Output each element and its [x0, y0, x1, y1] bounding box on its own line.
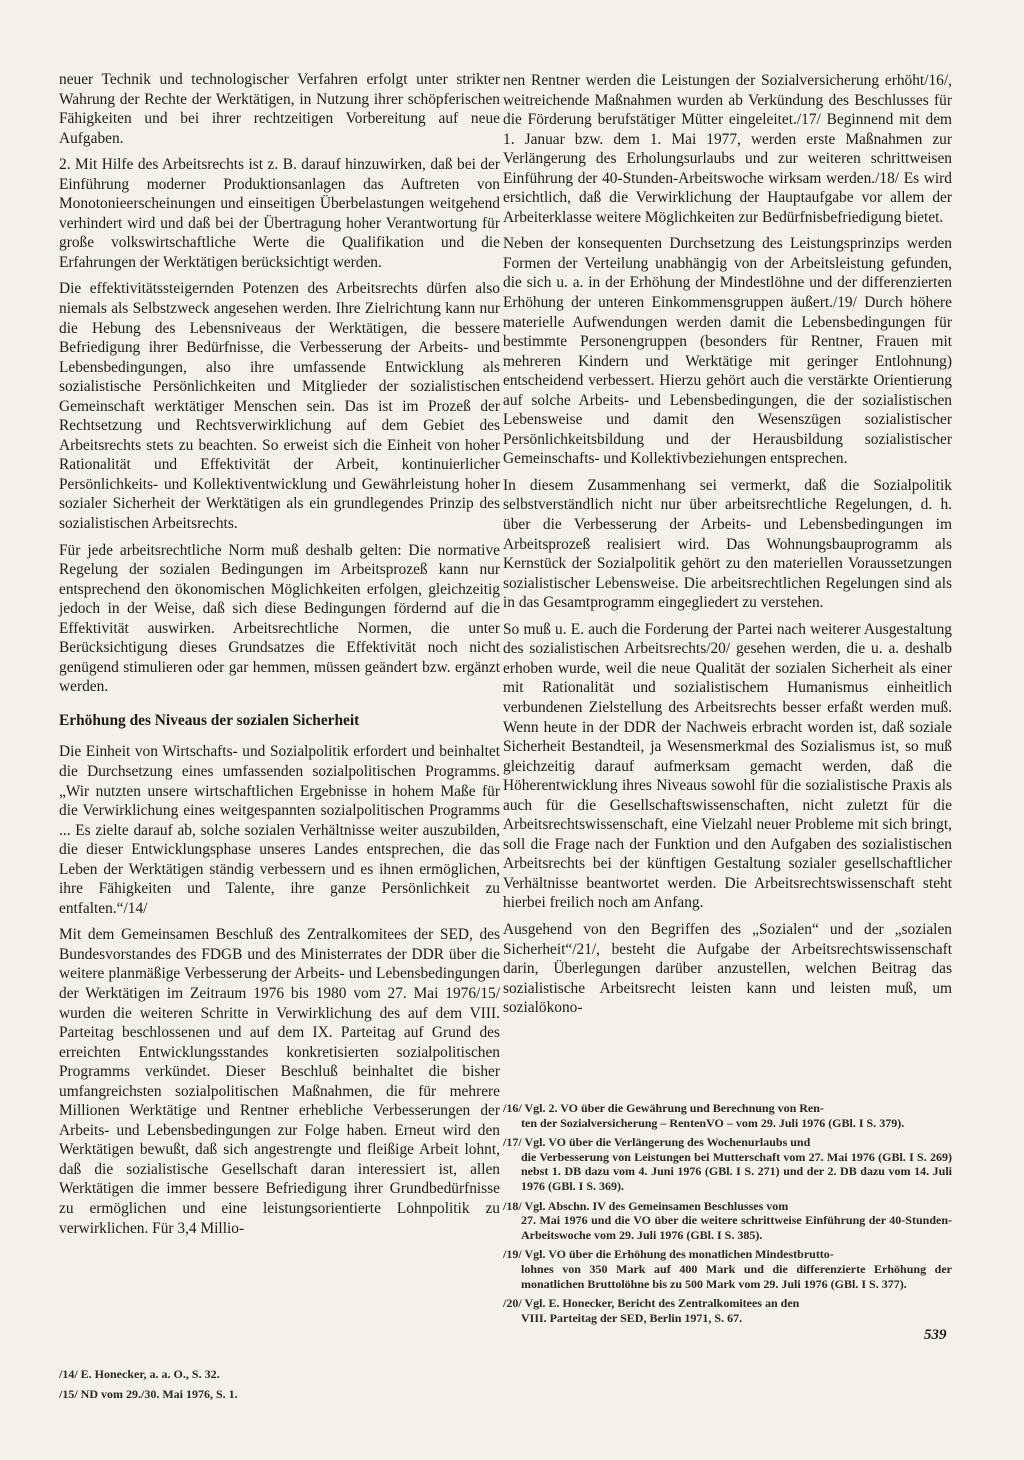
left-footnotes: [59, 1367, 500, 1406]
paragraph: Mit dem Gemeinsamen Beschluß des Zentralkomitees der SED, des Bundesvorstandes des FDGB und des Ministerrates der DDR über die weitere planmäßige Verbesserung der Arbeits- und Lebensbedingungen der Werktätigen im Zeitraum 1976 bis 1980 vom 27. Mai 1976/15/ wurden die weiteren Schritte in Verwirklichung des auf dem VIII. Parteitag beschlossenen und auf dem IX. Parteitag auf Grund des erreichten Entwicklungsstandes konkretisierten sozialpolitischen Programms verkündet. Dieser Beschluß beinhaltet die bisher umfangreichsten sozialpolitischen Maßnahmen, die für mehrere Millionen Werktätige und Rentner erhebliche Verbesserungen der Arbeits- und Lebensbedingungen zur Folge haben. Erneut wird den Werktätigen bewußt, daß sich angestrengte und fleißige Arbeit lohnt, daß die sozialistische Gesellschaft daran interessiert ist, allen Werktätigen die immer bessere Befriedigung ihrer Grundbedürfnisse zu ermöglichen und eine leistungsorientierte Lohnpolitik zu verwirklichen. Für 3,4 Millio-: [59, 926, 500, 1237]
right-column: [503, 71, 952, 1025]
page-number: 539: [924, 1327, 947, 1343]
paragraph: Die Einheit von Wirtschafts- und Sozialpolitik erfordert und beinhaltet die Durchsetzung eines umfassenden sozialpolitischen Programms. „Wir nutzten unsere wirtschaftlichen Ergebnisse in hohem Maße für die Verwirklichung eines weitgespannten sozialpolitischen Programms ... Es zielte darauf ab, solche sozialen Verhältnisse weiter auszubilden, die dieser Entwicklungsphase unseres Landes entsprechen, die das Leben der Werktätigen ständig verbessern und es ihnen ermöglichen, ihre Fähigkeiten und Talente, ihre ganze Persönlichkeit zu entfalten.“/14/: [59, 743, 500, 917]
section-heading: Erhöhung des Niveaus der sozialen Sicherheit: [59, 711, 360, 729]
paragraph: neuer Technik und technologischer Verfahren erfolgt unter strikter Wahrung der Rechte der Werktätigen, in Nutzung ihrer schöpferischen Fähigkeiten und bei ihrer rechtzeitigen Vorbereitung auf neue Aufgaben.: [59, 71, 500, 147]
footnote-continuation: 27. Mai 1976 und die VO über die weitere schrittweise Einführung der 40-Stunden-Arbeitswoche vom 29. Juli 1976 (GBl. I S. 385).: [521, 1213, 952, 1242]
paragraph: Für jede arbeitsrechtliche Norm muß deshalb gelten: Die normative Regelung der sozialen Bedingungen im Arbeitsprozeß kann nur entsprechend den ökonomischen Möglichkeiten erfolgen, gleichzeitig jedoch in der Weise, daß sich diese Bedingungen fördernd auf die Effektivität auswirken. Arbeitsrechtliche Normen, die unter Berücksichtigung dieses Grundsatzes die Effektivität noch nicht genügend stimulieren oder gar hemmen, müssen geändert bzw. ergänzt werden.: [59, 541, 500, 696]
footnote-first-line: /19/ Vgl. VO über die Erhöhung des monatlichen Mindestbrutto-: [503, 1247, 834, 1262]
paragraph: In diesem Zusammenhang sei vermerkt, daß die Sozialpolitik selbstverständlich nicht nur über arbeitsrechtliche Regelungen, d. h. über die Verbesserung der Arbeits- und Lebensbedingungen im Arbeitsprozeß realisiert wird. Das Wohnungsbauprogramm als Kernstück der Sozialpolitik gehört zu den materiellen Voraussetzungen sozialistischer Lebensweise. Die arbeitsrechtlichen Regelungen sind als in das Gesamtprogramm eingegliedert zu verstehen.: [503, 476, 952, 612]
footnote-continuation: die Verbesserung von Leistungen bei Mutterschaft vom 27. Mai 1976 (GBl. I S. 269) nebst 1. DB dazu vom 4. Juni 1976 (GBl. I S. 271) und der 2. DB dazu vom 14. Juli 1976 (GBl. I S. 369).: [521, 1149, 952, 1193]
paragraph: Die effektivitätssteigernden Potenzen des Arbeitsrechts dürfen also niemals als Selbstzweck angesehen werden. Ihre Zielrichtung kann nur die Hebung des Lebensniveaus der Werktätigen, die bessere Befriedigung ihrer Bedürfnisse, die Verbesserung der Arbeits- und Lebensbedingungen, also ihre umfassende Entwicklung als sozialistische Persönlichkeiten und Mitglieder der sozialistischen Gemeinschaft werktätiger Menschen sein. Das ist im Prozeß der Rechtsetzung und Rechtsverwirklichung auf dem Gebiet des Arbeitsrechts stets zu beachten. So erweist sich die Einheit von hoher Rationalität und Effektivität der Arbeit, kontinuierlicher Persönlichkeits- und Kollektiventwicklung und Gewährleistung hoher sozialer Sicherheit der Werktätigen als ein grundlegendes Prinzip des sozialistischen Arbeitsrechts.: [59, 280, 500, 533]
footnote-first-line: /16/ Vgl. 2. VO über die Gewährung und Berechnung von Ren-: [503, 1101, 824, 1115]
footnote-continuation: ten der Sozialversicherung – RentenVO – vom 29. Juli 1976 (GBl. I S. 379).: [521, 1115, 905, 1130]
paragraph: Ausgehend von den Begriffen des „Sozialen“ und der „sozialen Sicherheit“/21/, besteht die Aufgabe der Arbeitsrechtswissenschaft darin, Überlegungen darüber anzustellen, welchen Beitrag das sozialistische Arbeitsrecht leisten kann und leisten muß, um sozialökono-: [503, 920, 952, 1017]
paragraph: Neben der konsequenten Durchsetzung des Leistungsprinzips werden Formen der Verteilung unabhängig von der Arbeitsleistung gefunden, die sich u. a. in der Erhöhung der Mindestlöhne und der differenzierten Erhöhung der unteren Einkommensgruppen äußert./19/ Durch höhere materielle Aufwendungen werden damit die Lebensbedingungen für bestimmte Personengruppen (besonders für Rentner, Frauen mit mehreren Kindern und Werktätige mit geringer Entlohnung) entscheidend verbessert. Hierzu gehört auch die verstärkte Orientierung auf solche Arbeits- und Lebensbedingungen, die der sozialistischen Lebensweise und damit den Wesenszügen sozialistischer Persönlichkeitsbildung und der Herausbildung sozialistischer Gemeinschafts- und Kollektivbeziehungen entsprechen.: [503, 235, 952, 468]
footnote: [503, 1101, 952, 1130]
footnote-continuation: lohnes von 350 Mark auf 400 Mark und die differenzierte Erhöhung der monatlichen Bruttolöhne bis zu 500 Mark vom 29. Juli 1976 (GBl. I S. 377).: [521, 1261, 952, 1291]
left-column: [59, 70, 500, 1245]
paragraph: 2. Mit Hilfe des Arbeitsrechts ist z. B. darauf hinzuwirken, daß bei der Einführung moderner Produktionsanlagen das Auftreten von Monotonieerscheinungen und einseitigen Überbelastungen weitgehend verhindert wird und daß bei der Übertragung hoher Verantwortung für große volkswirtschaftliche Werte die Qualifikation und die Erfahrungen der Werktätigen berücksichtigt werden.: [59, 156, 500, 271]
footnote-first-line: /20/ Vgl. E. Honecker, Bericht des Zentralkomitees an den: [503, 1296, 800, 1311]
footnote-continuation: VIII. Parteitag der SED, Berlin 1971, S. 67.: [521, 1310, 743, 1325]
footnote: [503, 1135, 952, 1193]
paragraph: nen Rentner werden die Leistungen der Sozialversicherung erhöht/16/, weitreichende Maßnahmen wurden ab Verkündung des Beschlusses für die Förderung berufstätiger Mütter eingeleitet./17/ Beginnend mit dem 1. Januar bzw. dem 1. Mai 1977, werden erste Maßnahmen zur Verlängerung des Erholungsurlaubs und zur weiteren schrittweisen Einführung der 40-Stunden-Arbeitswoche wirksam werden./18/ Es wird ersichtlich, daß die Verwirklichung der Hauptaufgabe vor allem der Arbeiterklasse weitere Möglichkeiten zur Bedürfnisbefriedigung bietet.: [503, 72, 952, 226]
footnote-first-line: /17/ Vgl. VO über die Verlängerung des Wochenurlaubs und: [503, 1135, 811, 1150]
footnote: /15/ ND vom 29./30. Mai 1976, S. 1.: [59, 1386, 238, 1401]
footnote: [503, 1296, 952, 1325]
paragraph: So muß u. E. auch die Forderung der Partei nach weiterer Ausgestaltung des sozialistischen Arbeitsrechts/20/ gesehen werden, die u. a. deshalb erhoben wurde, weil die neue Qualität der sozialen Sicherheit als einer mit Rationalität und sozialistischem Humanismus einheitlich verbundenen Zielstellung des Arbeitsrechts besser erfaßt werden muß. Wenn heute in der DDR der Nachweis erbracht worden ist, daß soziale Sicherheit Bestandteil, ja Wesensmerkmal des Sozialismus ist, so muß gleichzeitig darauf aufmerksam gemacht werden, daß die Höherentwicklung ihres Niveaus sowohl für die sozialistische Praxis als auch für die Gesellschaftswissenschaften, nicht zuletzt für die Arbeitsrechtswissenschaft, eine Vielzahl neuer Probleme mit sich bringt, soll die Frage nach der Funktion und den Aufgaben des sozialistischen Arbeitsrechts bei der künftigen Gestaltung sozialer gesellschaftlicher Verhältnisse beantwortet werden. Die Arbeitsrechtswissenschaft steht hierbei freilich noch am Anfang.: [503, 620, 952, 912]
right-footnotes: [503, 1101, 952, 1330]
footnote-first-line: /18/ Vgl. Abschn. IV des Gemeinsamen Beschlusses vom: [503, 1198, 789, 1213]
footnote: [503, 1247, 952, 1291]
footnote: /14/ E. Honecker, a. a. O., S. 32.: [59, 1367, 220, 1381]
footnote: [503, 1199, 952, 1243]
